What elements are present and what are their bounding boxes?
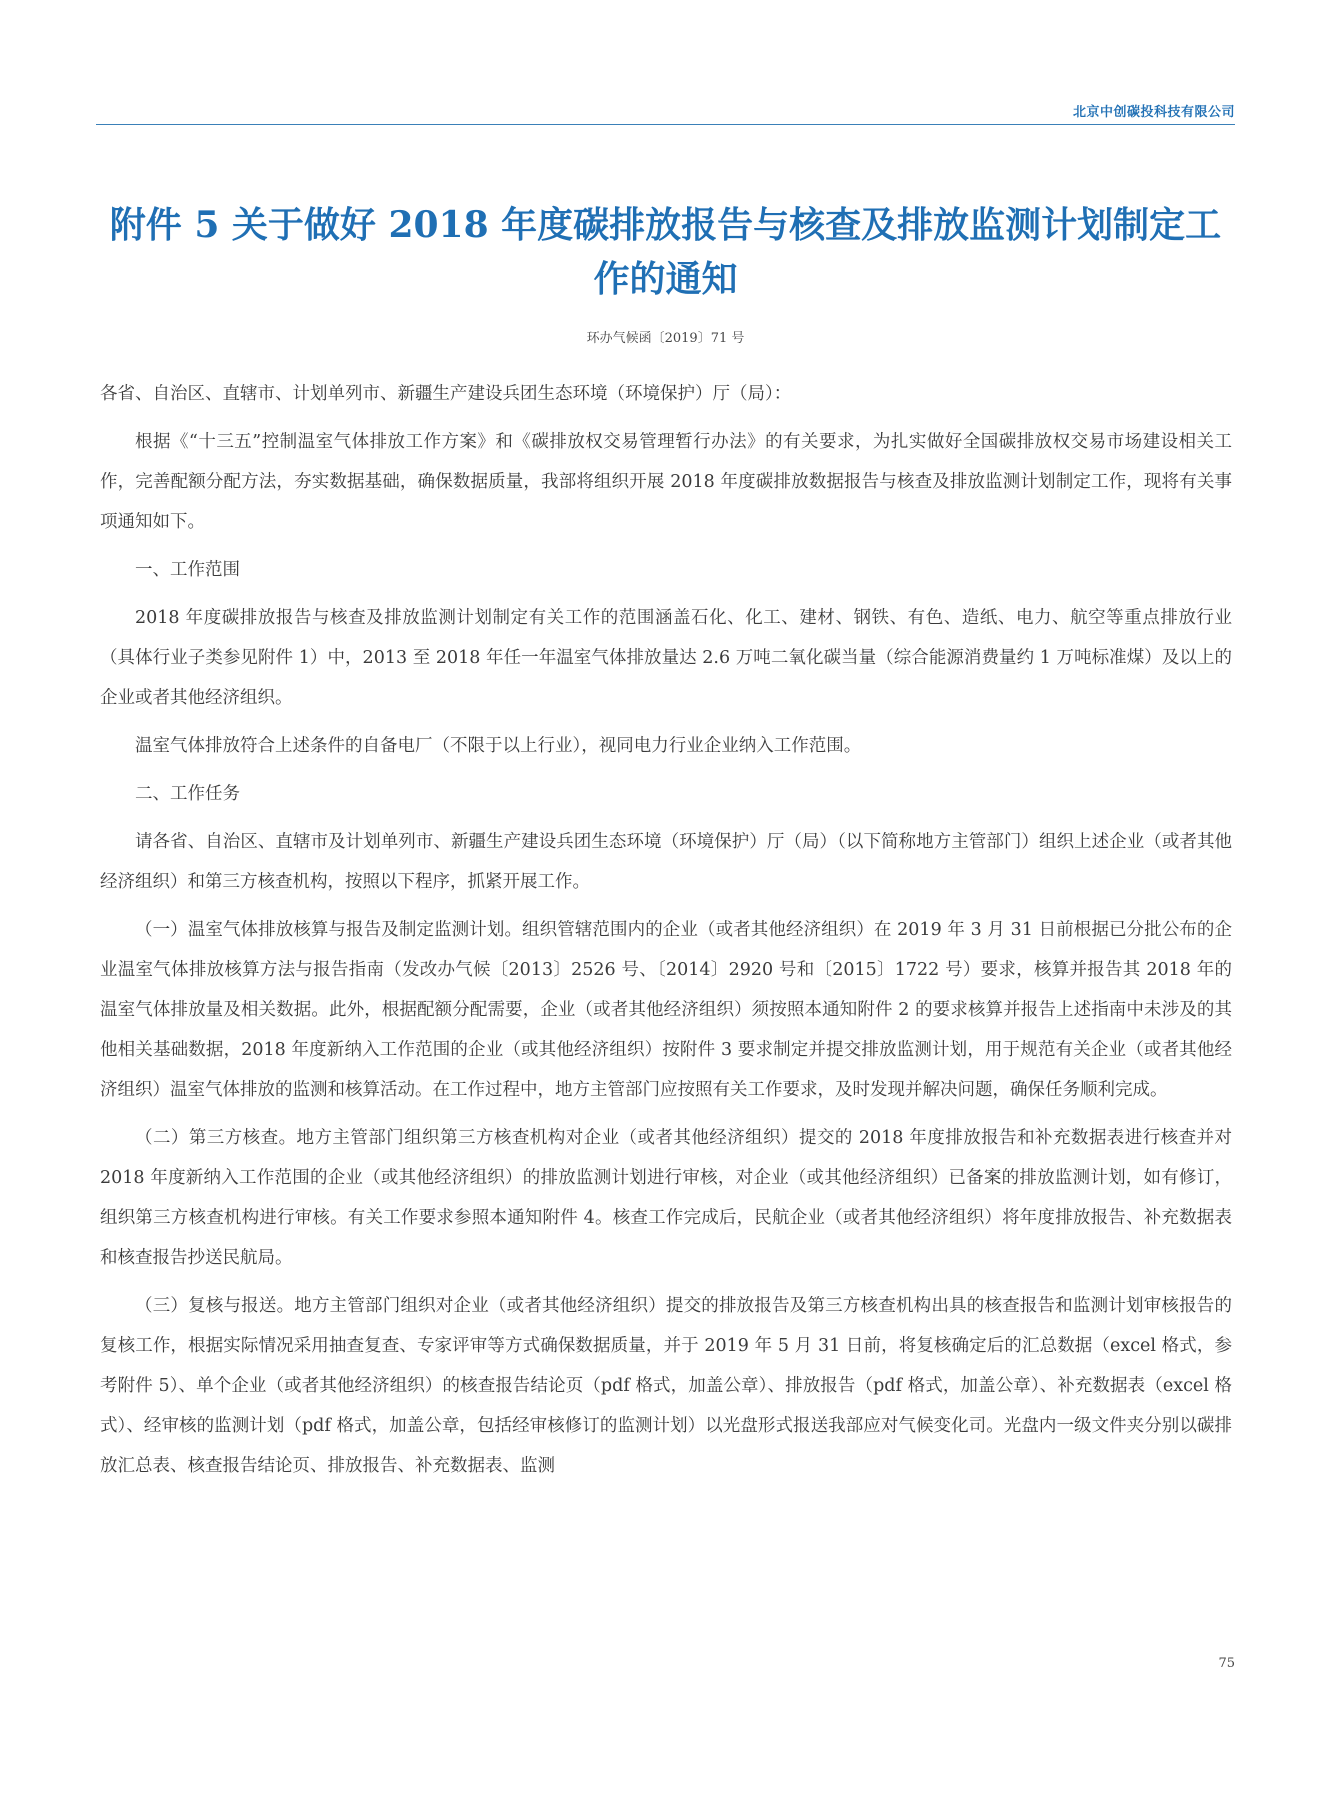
salutation-paragraph: 各省、自治区、直辖市、计划单列市、新疆生产建设兵团生态环境（环境保护）厅（局）： xyxy=(100,384,792,404)
document-number: 环办气候函〔2019〕71 号 xyxy=(586,331,745,346)
section-heading: 一、工作范围 xyxy=(135,560,240,580)
body-paragraph: 根据《“十三五”控制温室气体排放工作方案》和《碳排放权交易管理暂行办法》的有关要求，为扎实做好全国碳排放权交易市场建设相关工作，完善配额分配方法，夯实数据基础，确保数据质量，我部将组织开展 2018 年度碳排放数据报告与核查及排放监测计划制定工作，现将有关事项通知如下。 xyxy=(100,432,1232,532)
page-number: 75 xyxy=(1218,1656,1235,1671)
section-heading: 二、工作任务 xyxy=(135,784,240,804)
body-paragraph: （二）第三方核查。地方主管部门组织第三方核查机构对企业（或者其他经济组织）提交的 2018 年度排放报告和补充数据表进行核查并对 2018 年度新纳入工作范围的企业（或其他经济组织）的排放监测计划进行审核，对企业（或其他经济组织）已备案的排放监测计划，如有修订，组织第三方核查机构进行审核。有关工作要求参照本通知附件 4。核查工作完成后，民航企业（或者其他经济组织）将年度排放报告、补充数据表和核查报告抄送民航局。 xyxy=(100,1128,1232,1268)
document-body xyxy=(100,374,1232,1494)
document-title: 附件 5 关于做好 2018 年度碳排放报告与核查及排放监测计划制定工作的通知 xyxy=(109,204,1222,300)
body-paragraph: 请各省、自治区、直辖市及计划单列市、新疆生产建设兵团生态环境（环境保护）厅（局）（以下简称地方主管部门）组织上述企业（或者其他经济组织）和第三方核查机构，按照以下程序，抓紧开展工作。 xyxy=(100,832,1232,892)
header-company-name: 北京中创碳投科技有限公司 xyxy=(1072,105,1235,120)
body-paragraph: 2018 年度碳排放报告与核查及排放监测计划制定有关工作的范围涵盖石化、化工、建材、钢铁、有色、造纸、电力、航空等重点排放行业（具体行业子类参见附件 1）中，2013 至 2018 年任一年温室气体排放量达 2.6 万吨二氧化碳当量（综合能源消费量约 1 万吨标准煤）及以上的企业或者其他经济组织。 xyxy=(100,608,1232,708)
header-divider xyxy=(96,124,1235,125)
body-paragraph: （三）复核与报送。地方主管部门组织对企业（或者其他经济组织）提交的排放报告及第三方核查机构出具的核查报告和监测计划审核报告的复核工作，根据实际情况采用抽查复查、专家评审等方式确保数据质量，并于 2019 年 5 月 31 日前，将复核确定后的汇总数据（excel 格式，参考附件 5）、单个企业（或者其他经济组织）的核查报告结论页（pdf 格式，加盖公章）、排放报告（pdf 格式，加盖公章）、补充数据表（excel 格式）、经审核的监测计划（pdf 格式，加盖公章，包括经审核修订的监测计划）以光盘形式报送我部应对气候变化司。光盘内一级文件夹分别以碳排放汇总表、核查报告结论页、排放报告、补充数据表、监测 xyxy=(100,1296,1232,1476)
body-paragraph: 温室气体排放符合上述条件的自备电厂（不限于以上行业），视同电力行业企业纳入工作范围。 xyxy=(135,736,862,756)
body-paragraph: （一）温室气体排放核算与报告及制定监测计划。组织管辖范围内的企业（或者其他经济组织）在 2019 年 3 月 31 日前根据已分批公布的企业温室气体排放核算方法与报告指南（发改办气候〔2013〕2526 号、〔2014〕2920 号和〔2015〕1722 号）要求，核算并报告其 2018 年的温室气体排放量及相关数据。此外，根据配额分配需要，企业（或者其他经济组织）须按照本通知附件 2 的要求核算并报告上述指南中未涉及的其他相关基础数据，2018 年度新纳入工作范围的企业（或其他经济组织）按附件 3 要求制定并提交排放监测计划，用于规范有关企业（或者其他经济组织）温室气体排放的监测和核算活动。在工作过程中，地方主管部门应按照有关工作要求，及时发现并解决问题，确保任务顺利完成。 xyxy=(100,920,1232,1100)
